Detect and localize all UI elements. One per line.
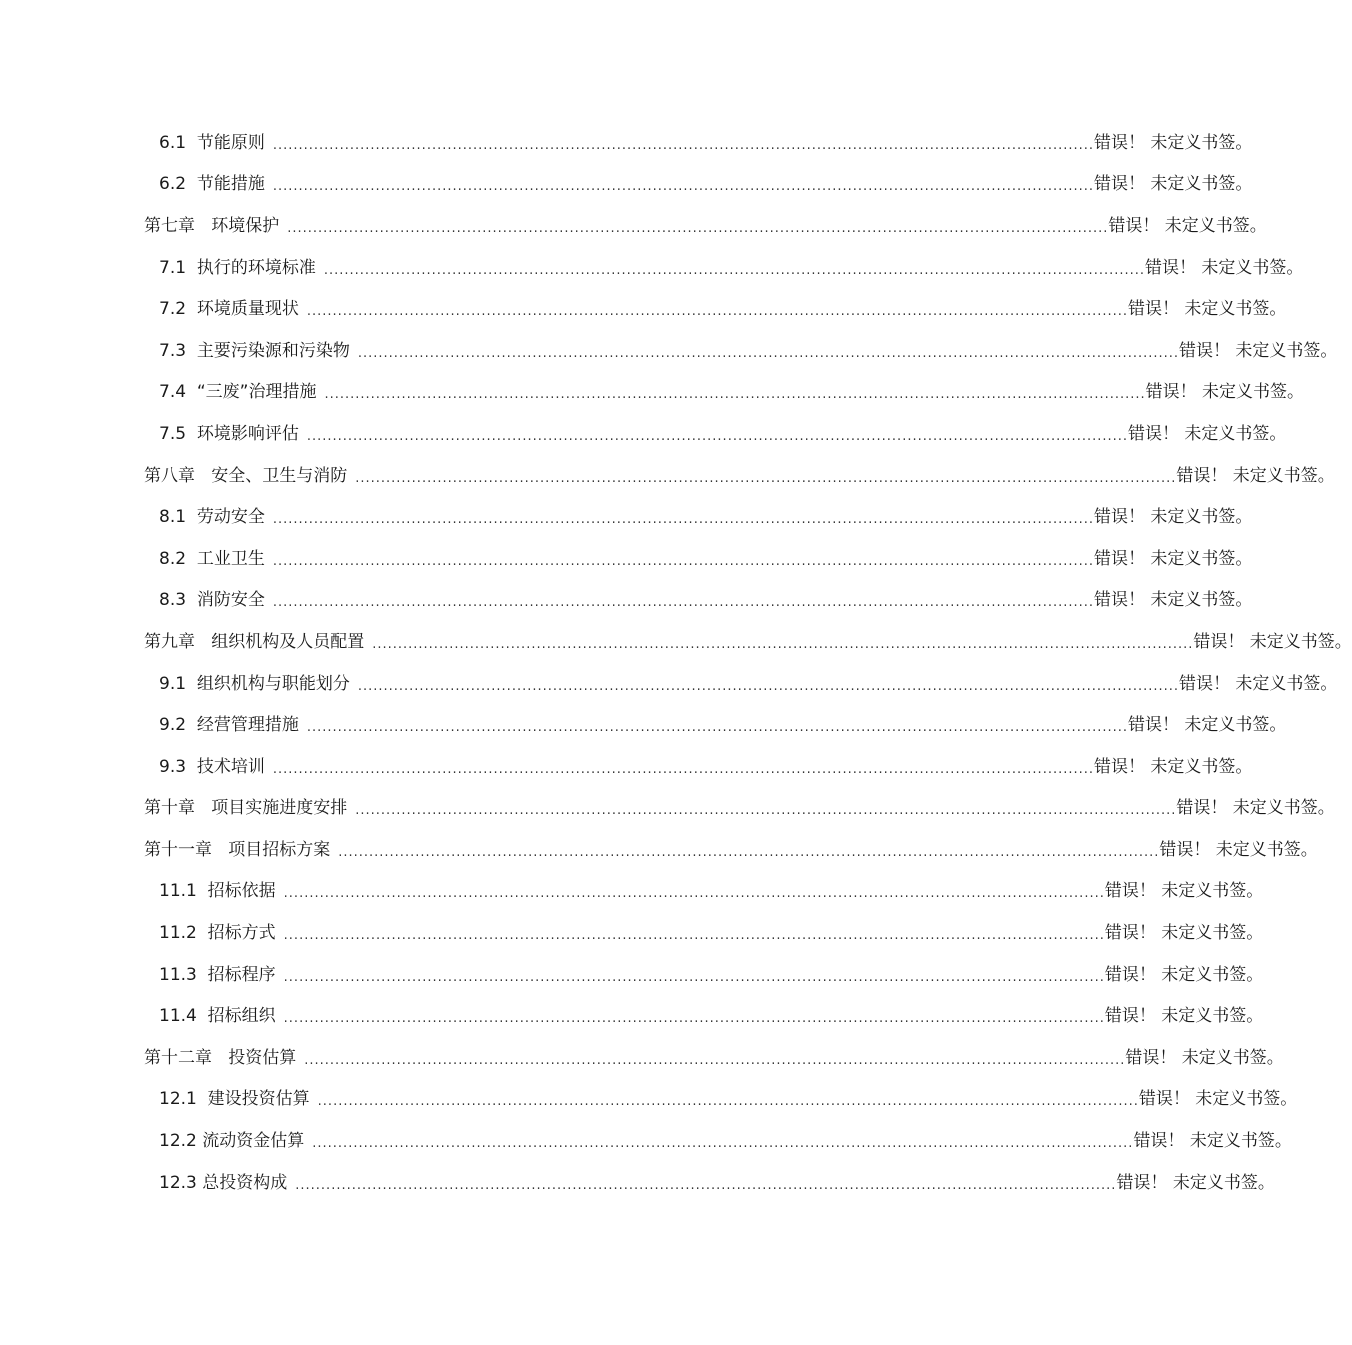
toc-dot-leader: ................................................................................................................................................................ — [338, 844, 1160, 860]
toc-entry[interactable] — [0, 580, 1253, 622]
toc-entry-label: 11.2 招标方式 — [159, 923, 284, 943]
toc-entry-label: 9.2 经营管理措施 — [159, 715, 307, 735]
toc-entry[interactable] — [0, 288, 1287, 330]
toc-entry-label: 6.1 节能原则 — [159, 133, 273, 153]
toc-dot-leader: ................................................................................................................................................................ — [355, 803, 1177, 819]
toc-entry[interactable] — [0, 954, 1264, 996]
toc-entry-label: 11.3 招标程序 — [159, 965, 284, 985]
toc-entry-label: 第八章 安全、卫生与消防 — [144, 466, 355, 486]
toc-page-reference: 错误！ 未定义书签。 — [1094, 590, 1253, 611]
toc-dot-leader: ................................................................................................................................................................ — [355, 470, 1177, 486]
toc-entry[interactable] — [0, 455, 1335, 497]
toc-page-reference: 错误！ 未定义书签。 — [1094, 132, 1253, 153]
toc-entry[interactable] — [0, 122, 1253, 164]
table-of-contents — [0, 122, 1352, 1203]
toc-entry[interactable] — [0, 704, 1287, 746]
toc-page-reference: 错误！ 未定义书签。 — [1125, 1047, 1284, 1068]
toc-page-reference: 错误！ 未定义书签。 — [1128, 299, 1287, 320]
toc-dot-leader: ................................................................................................................................................................ — [357, 345, 1180, 361]
toc-entry-label: 12.1 建设投资估算 — [159, 1089, 318, 1109]
toc-entry[interactable] — [0, 164, 1253, 206]
toc-entry[interactable] — [0, 912, 1264, 954]
toc-page-reference: 错误！ 未定义书签。 — [1104, 881, 1264, 902]
toc-dot-leader: ................................................................................................................................................................ — [272, 761, 1095, 777]
toc-entry-label: 7.4 “三废”治理措施 — [159, 382, 324, 402]
toc-entry-label: 第七章 环境保护 — [144, 216, 287, 236]
toc-page-reference: 错误！ 未定义书签。 — [1094, 174, 1253, 195]
toc-dot-leader: ................................................................................................................................................................ — [295, 1177, 1117, 1193]
toc-dot-leader: ................................................................................................................................................................ — [372, 636, 1194, 652]
toc-entry-label: 第九章 组织机构及人员配置 — [144, 632, 372, 652]
toc-dot-leader: ................................................................................................................................................................ — [287, 220, 1109, 236]
toc-page-reference: 错误！ 未定义书签。 — [1094, 756, 1253, 777]
toc-entry[interactable] — [0, 538, 1253, 580]
toc-entry[interactable] — [0, 1162, 1275, 1204]
toc-entry[interactable] — [0, 663, 1338, 705]
toc-page-reference: 错误！ 未定义书签。 — [1104, 1006, 1264, 1027]
toc-page-reference: 错误！ 未定义书签。 — [1094, 507, 1253, 528]
toc-page-reference: 错误！ 未定义书签。 — [1128, 715, 1287, 736]
toc-entry-label: 9.1 组织机构与职能划分 — [159, 674, 358, 694]
toc-page-reference: 错误！ 未定义书签。 — [1159, 839, 1318, 860]
toc-dot-leader: ................................................................................................................................................................ — [324, 387, 1146, 403]
toc-dot-leader: ................................................................................................................................................................ — [272, 553, 1095, 569]
toc-dot-leader: ................................................................................................................................................................ — [283, 886, 1105, 902]
toc-entry-label: 第十一章 项目招标方案 — [144, 840, 338, 860]
toc-entry-label: 7.5 环境影响评估 — [159, 424, 307, 444]
toc-page-reference: 错误！ 未定义书签。 — [1193, 631, 1352, 652]
toc-dot-leader: ................................................................................................................................................................ — [312, 1136, 1134, 1152]
toc-page-reference: 错误！ 未定义书签。 — [1176, 798, 1335, 819]
toc-page-reference: 错误！ 未定义书签。 — [1176, 465, 1335, 486]
toc-dot-leader: ................................................................................................................................................................ — [283, 1011, 1105, 1027]
toc-page-reference: 错误！ 未定义书签。 — [1116, 1172, 1275, 1193]
toc-dot-leader: ................................................................................................................................................................ — [306, 428, 1129, 444]
toc-dot-leader: ................................................................................................................................................................ — [283, 928, 1105, 944]
toc-page-reference: 错误！ 未定义书签。 — [1104, 923, 1264, 944]
toc-dot-leader: ................................................................................................................................................................ — [357, 678, 1180, 694]
toc-entry-label: 12.2 流动资金估算 — [159, 1131, 312, 1151]
toc-entry-label: 6.2 节能措施 — [159, 174, 273, 194]
toc-entry-label: 第十章 项目实施进度安排 — [144, 798, 355, 818]
toc-entry[interactable] — [0, 1079, 1298, 1121]
toc-entry-label: 第十二章 投资估算 — [144, 1048, 304, 1068]
toc-entry-label: 11.1 招标依据 — [159, 881, 284, 901]
toc-entry[interactable] — [0, 995, 1264, 1037]
toc-entry[interactable] — [0, 413, 1287, 455]
toc-entry[interactable] — [0, 621, 1352, 663]
toc-entry[interactable] — [0, 330, 1338, 372]
toc-entry[interactable] — [0, 1037, 1284, 1079]
toc-entry-label: 8.3 消防安全 — [159, 590, 273, 610]
toc-page-reference: 错误！ 未定义书签。 — [1104, 964, 1264, 985]
toc-entry[interactable] — [0, 205, 1267, 247]
toc-page-reference: 错误！ 未定义书签。 — [1094, 548, 1253, 569]
toc-page-reference: 错误！ 未定义书签。 — [1179, 673, 1338, 694]
toc-page-reference: 错误！ 未定义书签。 — [1138, 1089, 1298, 1110]
toc-entry[interactable] — [0, 496, 1253, 538]
toc-entry-label: 8.1 劳动安全 — [159, 507, 273, 527]
toc-entry[interactable] — [0, 871, 1264, 913]
toc-dot-leader: ................................................................................................................................................................ — [304, 1052, 1126, 1068]
toc-page-reference: 错误！ 未定义书签。 — [1133, 1131, 1292, 1152]
toc-entry-label: 8.2 工业卫生 — [159, 549, 273, 569]
toc-entry-label: 11.4 招标组织 — [159, 1006, 284, 1026]
toc-page-reference: 错误！ 未定义书签。 — [1145, 257, 1304, 278]
toc-entry[interactable] — [0, 247, 1304, 289]
toc-entry[interactable] — [0, 372, 1305, 414]
toc-dot-leader: ................................................................................................................................................................ — [272, 179, 1095, 195]
toc-dot-leader: ................................................................................................................................................................ — [306, 720, 1129, 736]
toc-dot-leader: ................................................................................................................................................................ — [317, 1094, 1139, 1110]
toc-entry[interactable] — [0, 829, 1318, 871]
toc-dot-leader: ................................................................................................................................................................ — [283, 969, 1105, 985]
toc-page-reference: 错误！ 未定义书签。 — [1128, 423, 1287, 444]
toc-dot-leader: ................................................................................................................................................................ — [272, 137, 1095, 153]
toc-entry-label: 9.3 技术培训 — [159, 757, 273, 777]
toc-entry[interactable] — [0, 1120, 1292, 1162]
toc-dot-leader: ................................................................................................................................................................ — [272, 512, 1095, 528]
toc-entry[interactable] — [0, 746, 1253, 788]
toc-entry-label: 7.2 环境质量现状 — [159, 299, 307, 319]
toc-dot-leader: ................................................................................................................................................................ — [323, 262, 1146, 278]
toc-entry-label: 7.1 执行的环境标准 — [159, 258, 324, 278]
toc-dot-leader: ................................................................................................................................................................ — [272, 595, 1095, 611]
toc-dot-leader: ................................................................................................................................................................ — [306, 304, 1129, 320]
toc-entry[interactable] — [0, 788, 1335, 830]
toc-page-reference: 错误！ 未定义书签。 — [1179, 340, 1338, 361]
toc-page-reference: 错误！ 未定义书签。 — [1108, 215, 1267, 236]
toc-entry-label: 7.3 主要污染源和污染物 — [159, 341, 358, 361]
toc-page-reference: 错误！ 未定义书签。 — [1145, 382, 1305, 403]
toc-entry-label: 12.3 总投资构成 — [159, 1173, 295, 1193]
